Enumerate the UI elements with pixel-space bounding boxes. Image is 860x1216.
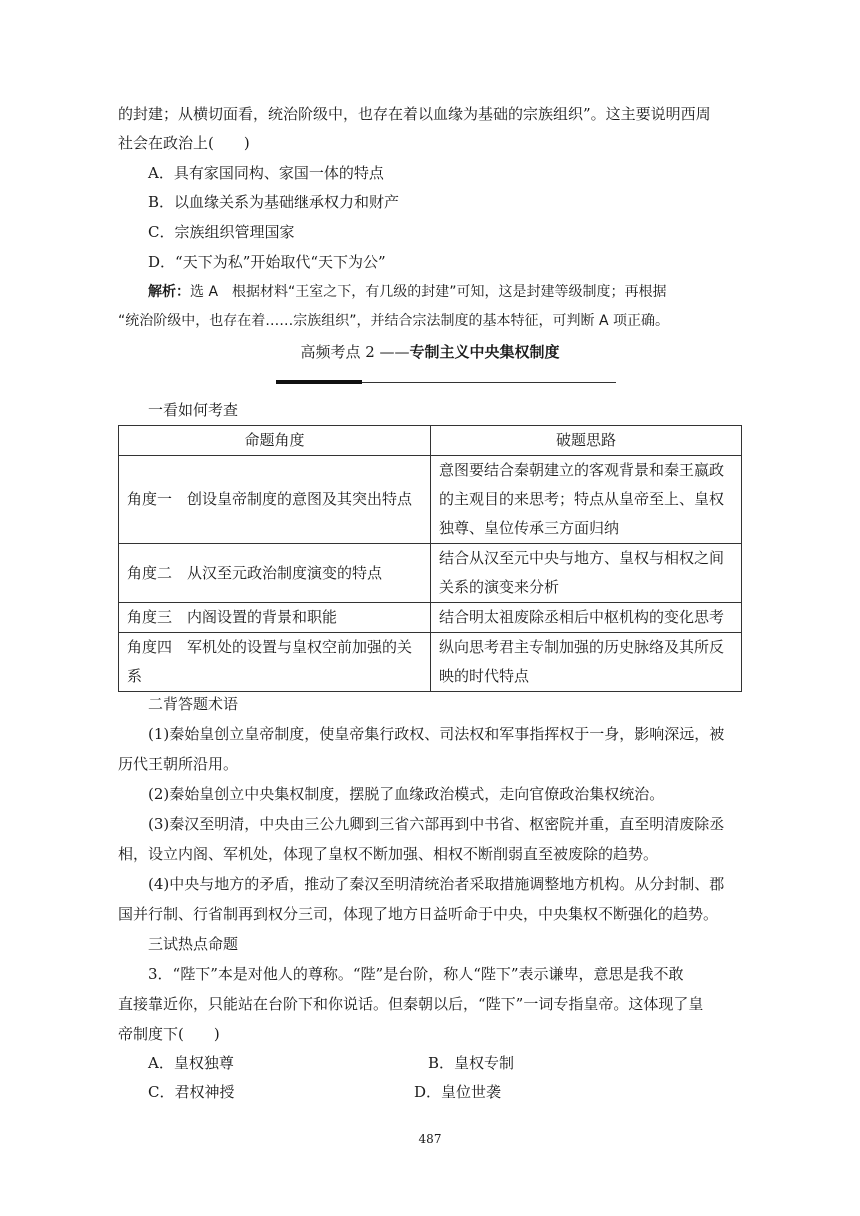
table-cell-idea xyxy=(431,544,742,603)
term-3-line-1: (3)秦汉至明清，中央由三公九卿到三省六部再到中书省、枢密院并重，直至明清废除丞 xyxy=(148,815,725,833)
analysis-label: 解析： xyxy=(148,284,190,300)
term-1-line-2: 历代王朝所沿用。 xyxy=(118,755,239,773)
term-4-line-2: 国并行制、行省制再到权分三司，体现了地方日益听命于中央，中央集权不断强化的趋势。 xyxy=(118,905,719,923)
top-para-line-1: 的封建；从横切面看，统治阶级中，也存在着以血缘为基础的宗族组织”。这主要说明西周 xyxy=(118,105,711,123)
q3-option-a: A．皇权独尊 xyxy=(148,1054,234,1072)
q3-option-c: C．君权神授 xyxy=(148,1083,235,1101)
table-cell-angle: 角度一 创设皇帝制度的意图及其突出特点 xyxy=(119,456,431,544)
table-row xyxy=(119,633,742,692)
part1-heading: 一看如何考查 xyxy=(148,401,239,419)
part2-heading: 二背答题术语 xyxy=(148,695,239,713)
idea-line: 关系的演变来分析 xyxy=(439,578,560,596)
term-3-line-2: 相，设立内阁、军机处，体现了皇权不断加强、相权不断削弱直至被废除的趋势。 xyxy=(118,845,659,863)
idea-line: 独尊、皇位传承三方面归纳 xyxy=(439,519,620,537)
q3-option-d: D．皇位世袭 xyxy=(414,1083,502,1101)
table-cell-idea xyxy=(431,633,742,692)
option-c: C．宗族组织管理国家 xyxy=(148,223,295,241)
idea-line: 纵向思考君主专制加强的历史脉络及其所反 xyxy=(439,638,725,656)
analysis-text-1: 选 A 根据材料“王室之下，有几级的封建”可知，这是封建等级制度；再根据 xyxy=(190,284,667,300)
table-cell-idea xyxy=(431,603,742,633)
section-title-main: 专制主义中央集权制度 xyxy=(409,343,560,361)
analysis-line-1 xyxy=(148,282,667,302)
top-para-line-2: 社会在政治上( ) xyxy=(118,134,250,152)
table-header-angle: 命题角度 xyxy=(119,426,431,456)
title-divider-accent xyxy=(276,380,362,384)
table-header-idea: 破题思路 xyxy=(431,426,742,456)
idea-line: 的主观目的来思考；特点从皇帝至上、皇权 xyxy=(439,490,725,508)
q3-line-3: 帝制度下( ) xyxy=(118,1025,220,1043)
section-title xyxy=(0,342,860,362)
q3-line-2: 直接靠近你，只能站在台阶下和你说话。但秦朝以后，“陛下”一词专指皇帝。这体现了皇 xyxy=(118,995,704,1013)
table-row xyxy=(119,544,742,603)
q3-line-1: 3．“陛下”本是对他人的尊称。“陛”是台阶，称人“陛下”表示谦卑，意思是我不敢 xyxy=(148,965,684,983)
angle-line: 系 xyxy=(127,667,143,685)
part3-heading: 三试热点命题 xyxy=(148,935,239,953)
angle-line: 角度四 军机处的设置与皇权空前加强的关 xyxy=(127,638,413,656)
option-d: D．“天下为私”开始取代“天下为公” xyxy=(148,253,386,271)
term-1-line-1: (1)秦始皇创立皇帝制度，使皇帝集行政权、司法权和军事指挥权于一身，影响深远，被 xyxy=(148,725,725,743)
exam-angle-table xyxy=(118,425,742,692)
idea-line: 映的时代特点 xyxy=(439,667,530,685)
option-a: A．具有家国同构、家国一体的特点 xyxy=(148,164,384,182)
term-4-line-1: (4)中央与地方的矛盾，推动了秦汉至明清统治者采取措施调整地方机构。从分封制、郡 xyxy=(148,875,725,893)
section-title-prefix: 高频考点 2 —— xyxy=(300,343,410,361)
table-row xyxy=(119,456,742,544)
table-cell-angle: 角度二 从汉至元政治制度演变的特点 xyxy=(119,544,431,603)
page-number: 487 xyxy=(418,1132,442,1146)
idea-line: 结合从汉至元中央与地方、皇权与相权之间 xyxy=(439,549,725,567)
option-b: B．以血缘关系为基础继承权力和财产 xyxy=(148,193,400,211)
table-header-row xyxy=(119,426,742,456)
table-row xyxy=(119,603,742,633)
idea-line: 结合明太祖废除丞相后中枢机构的变化思考 xyxy=(439,608,725,626)
q3-option-b: B．皇权专制 xyxy=(428,1054,515,1072)
term-2-line-1: (2)秦始皇创立中央集权制度，摆脱了血缘政治模式，走向官僚政治集权统治。 xyxy=(148,785,665,803)
idea-line: 意图要结合秦朝建立的客观背景和秦王嬴政 xyxy=(439,461,725,479)
table-cell-idea xyxy=(431,456,742,544)
analysis-line-2: “统治阶级中，也存在着……宗族组织”，并结合宗法制度的基本特征，可判断 A 项正确。 xyxy=(118,313,669,329)
table-cell-angle xyxy=(119,633,431,692)
table-cell-angle: 角度三 内阁设置的背景和职能 xyxy=(119,603,431,633)
